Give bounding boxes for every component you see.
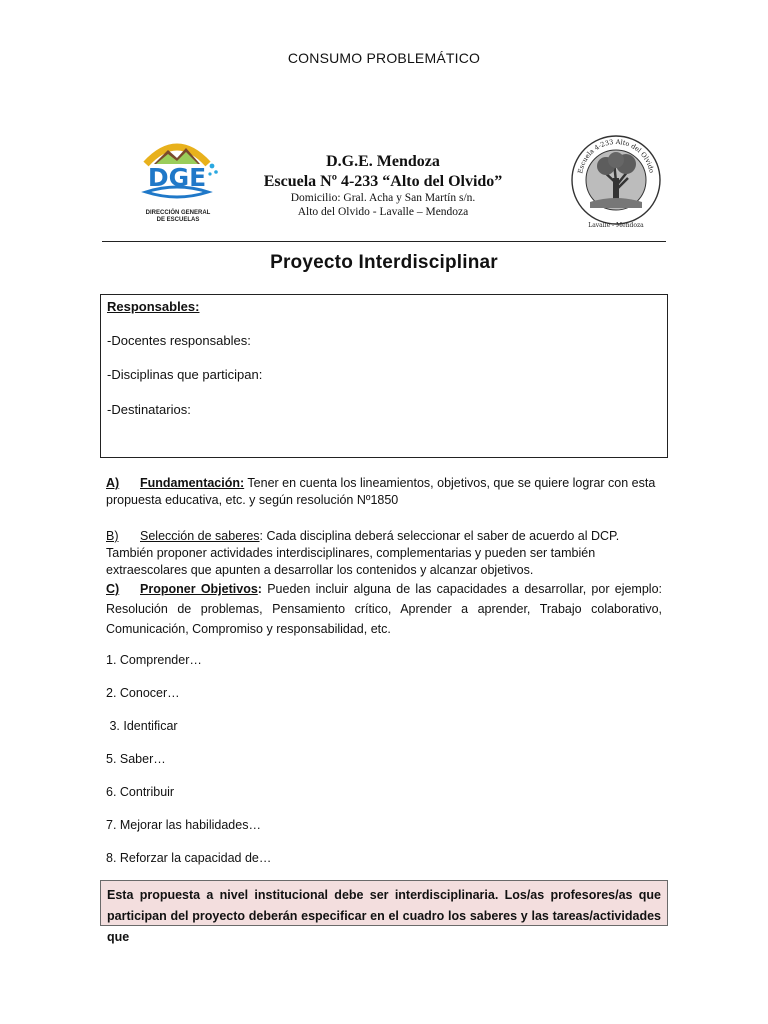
school-name: Escuela Nº 4-233 “Alto del Olvido” xyxy=(263,173,503,190)
section-seleccion-saberes xyxy=(106,528,662,579)
section-b-title: Selección de saberes xyxy=(140,529,260,543)
dge-logo-icon xyxy=(134,134,220,204)
docentes-responsables-field: -Docentes responsables: xyxy=(107,333,251,348)
section-b-letter: B) xyxy=(106,529,119,543)
disciplinas-field: -Disciplinas que participan: xyxy=(107,367,263,382)
school-seal-icon xyxy=(570,128,662,232)
responsables-title: Responsables: xyxy=(107,299,200,314)
institutional-note: Esta propuesta a nivel institucional debe ser interdisciplinaria. Los/as profesores/as que participan del proyecto deberán especificar en el cuadro los saberes y las tareas/actividades que xyxy=(100,880,668,926)
section-c-title: Proponer Objetivos xyxy=(140,582,258,596)
svg-text:DGE: DGE xyxy=(147,163,207,192)
school-address-line1: Domicilio: Gral. Acha y San Martín s/n. xyxy=(290,192,476,204)
section-fundamentacion xyxy=(106,475,662,509)
document-title: Proyecto Interdisciplinar xyxy=(270,252,498,273)
section-b-text: : Cada disciplina deberá seleccionar el saber de acuerdo al DCP. También proponer actividades interdisciplinares, complementarias y pueden ser también extraescolares que apunten a desarrollar los contenidos y alcanzar objetivos. xyxy=(106,529,620,577)
section-a-text: Tener en cuenta los lineamientos, objetivos, que se quiere lograr con esta propuesta educativa, etc. y según resolución Nº1850 xyxy=(106,476,656,507)
svg-text:Lavalle - Mendoza: Lavalle - Mendoza xyxy=(588,222,644,229)
section-c-letter: C) xyxy=(106,582,120,596)
objective-item: 8. Reforzar la capacidad de… xyxy=(106,851,272,865)
page-header-title: CONSUMO PROBLEMÁTICO xyxy=(287,50,481,66)
dge-logo-caption xyxy=(128,210,228,224)
responsables-box xyxy=(100,294,668,458)
school-heading xyxy=(228,152,538,219)
dge-caption-line1: DIRECCIÓN GENERAL xyxy=(145,210,211,216)
objective-item: 7. Mejorar las habilidades… xyxy=(106,818,261,832)
section-a-letter: A) xyxy=(106,476,120,490)
section-objetivos xyxy=(106,579,662,639)
destinatarios-field: -Destinatarios: xyxy=(107,402,191,417)
svg-text:Escuela 4-233 Alto del Olvido: Escuela 4-233 Alto del Olvido xyxy=(576,137,656,175)
objective-item: 2. Conocer… xyxy=(106,686,180,700)
objective-item: 3. Identificar xyxy=(106,719,178,733)
dge-logo xyxy=(128,130,228,230)
objective-item: 6. Contribuir xyxy=(106,785,175,799)
objective-item: 5. Saber… xyxy=(106,752,166,766)
dge-caption-line2: DE ESCUELAS xyxy=(156,217,200,223)
section-a-title: Fundamentación: xyxy=(140,476,245,490)
objective-item: 1. Comprender… xyxy=(106,653,202,667)
section-c-text: Pueden incluir alguna de las capacidades a desarrollar, por ejemplo: Resolución de problemas, Pensamiento crítico, Aprender a aprender, Trabajo colaborativo, Comunicación, Compromiso y responsabilidad, etc. xyxy=(106,582,662,636)
section-c-colon: : xyxy=(257,582,262,596)
school-address-line2: Alto del Olvido - Lavalle – Mendoza xyxy=(297,206,469,218)
header-divider xyxy=(102,241,666,242)
school-org: D.G.E. Mendoza xyxy=(326,153,440,170)
